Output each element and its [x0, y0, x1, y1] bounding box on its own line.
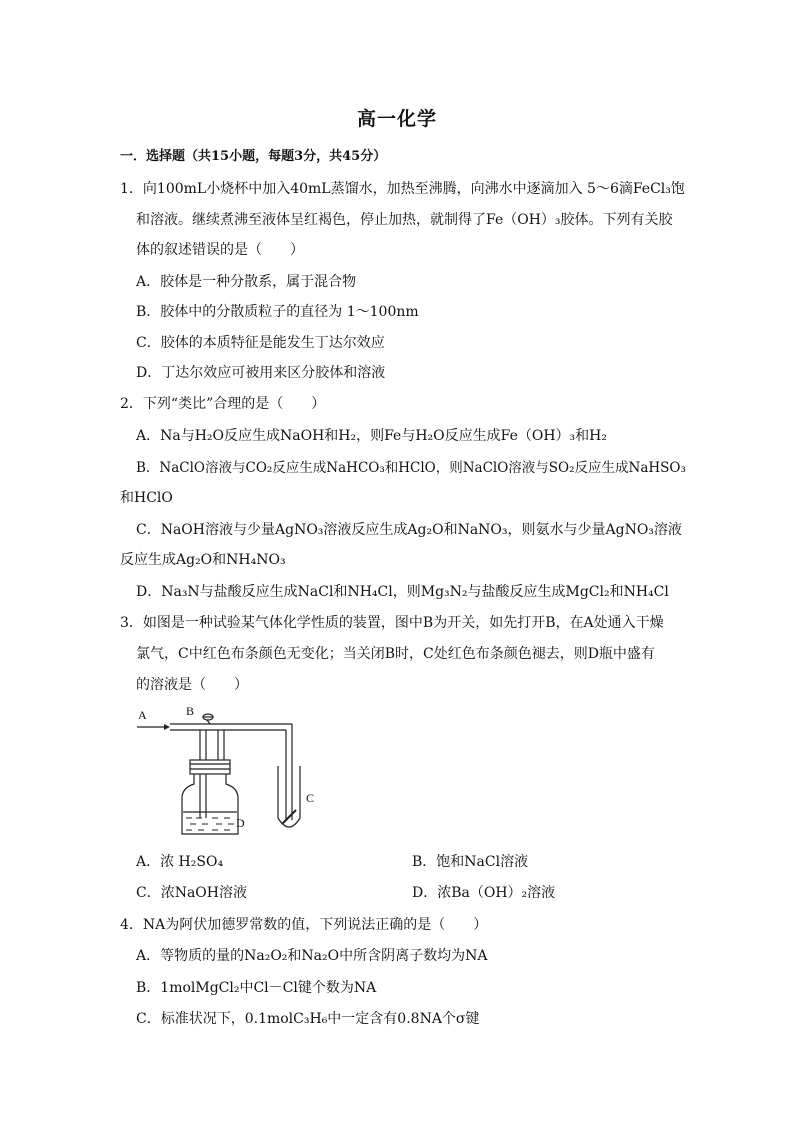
section-heading: 一．选择题（共15小题，每题3分，共45分）: [120, 149, 387, 164]
q2-option-b-line2: 和HClO: [120, 490, 173, 506]
q2-option-c-line2: 反应生成Ag₂O和NH₄NO₃: [120, 552, 286, 568]
label-d: D: [236, 816, 245, 830]
q4-option-c: C．标准状况下，0.1molC₃H₆中一定含有0.8NA个σ键: [136, 1011, 480, 1027]
q4-option-b: B．1molMgCl₂中Cl－Cl键个数为NA: [136, 980, 377, 996]
q2-stem: 2．下列“类比”合理的是（ ）: [120, 396, 326, 412]
q3-option-b: B．饱和NaCl溶液: [412, 854, 529, 870]
q3-stem-line1: 3．如图是一种试验某气体化学性质的装置，图中B为开关，如先打开B，在A处通入干燥: [120, 615, 664, 631]
page-title: 高一化学: [356, 108, 437, 130]
q3-option-a: A．浓 H₂SO₄: [136, 854, 224, 870]
q4-stem: 4．NA为阿伏加德罗常数的值，下列说法正确的是（ ）: [120, 917, 488, 933]
q3-stem-line2: 氯气，C中红色布条颜色无变化；当关闭B时，C处红色布条颜色褪去，则D瓶中盛有: [136, 646, 655, 662]
q3-option-d: D．浓Ba（OH）₂溶液: [412, 885, 556, 901]
label-c: C: [306, 791, 315, 805]
q2-option-d: D．Na₃N与盐酸反应生成NaCl和NH₄Cl，则Mg₃N₂与盐酸反应生成MgCl₂和NH₄Cl: [136, 584, 669, 600]
q1-option-c: C．胶体的本质特征是能发生丁达尔效应: [136, 335, 385, 351]
q1-stem-line3: 体的叙述错误的是（ ）: [136, 242, 304, 258]
label-a: A: [138, 708, 147, 722]
q1-option-d: D．丁达尔效应可被用来区分胶体和溶液: [136, 365, 386, 381]
q2-option-c-line1: C．NaOH溶液与少量AgNO₃溶液反应生成Ag₂O和NaNO₃，则氨水与少量AgNO₃溶液: [136, 522, 682, 538]
q3-stem-line3: 的溶液是（ ）: [136, 677, 248, 693]
q4-option-a: A．等物质的量的Na₂O₂和Na₂O中所含阴离子数均为NA: [136, 948, 488, 964]
q1-stem-line2: 和溶液。继续煮沸至液体呈红褐色，停止加热，就制得了Fe（OH）₃胶体。下列有关胶: [136, 212, 673, 228]
q1-option-b: B．胶体中的分散质粒子的直径为 1～100nm: [136, 304, 419, 320]
gas-apparatus-diagram: [132, 700, 332, 840]
q1-option-a: A．胶体是一种分散系，属于混合物: [136, 274, 357, 290]
q3-option-c: C．浓NaOH溶液: [136, 885, 247, 901]
q2-option-b-line1: B．NaClO溶液与CO₂反应生成NaHCO₃和HClO，则NaClO溶液与SO₂反应生成NaHSO₃: [136, 460, 686, 476]
q2-option-a: A．Na与H₂O反应生成NaOH和H₂，则Fe与H₂O反应生成Fe（OH）₃和H₂: [136, 428, 607, 444]
label-b: B: [186, 704, 195, 718]
q1-stem-line1: 1．向100mL小烧杯中加入40mL蒸馏水，加热至沸腾，向沸水中逐滴加入 5～6滴FeCl₃饱: [120, 181, 685, 197]
